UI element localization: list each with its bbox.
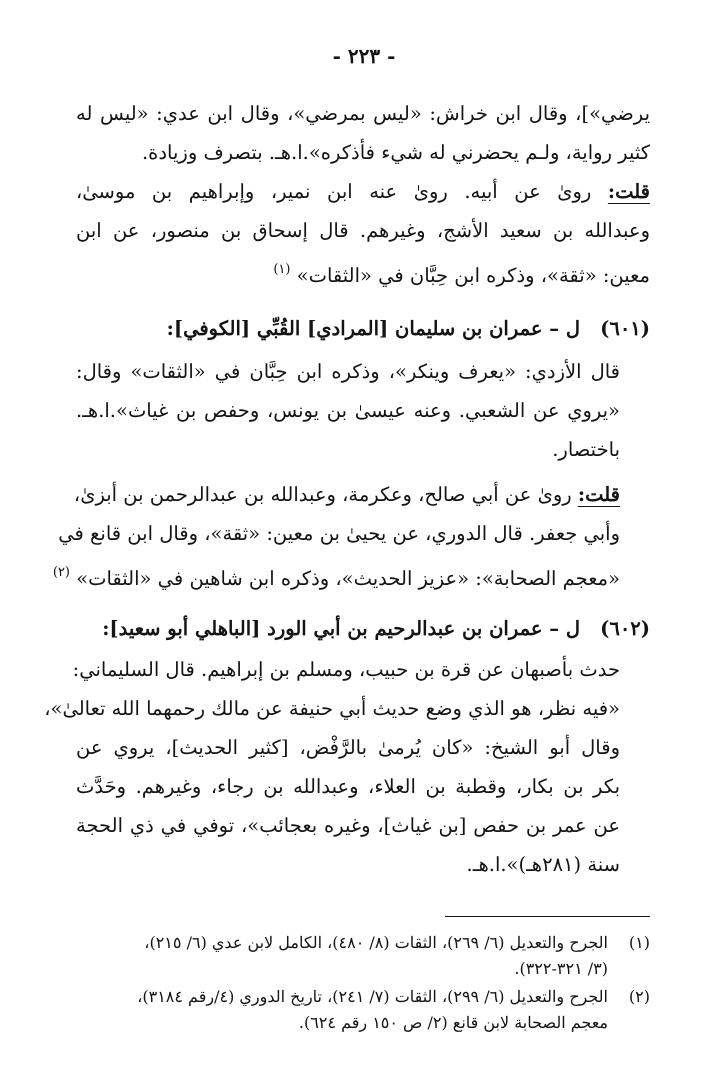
footnote bbox=[76, 930, 650, 956]
entry-heading bbox=[76, 612, 650, 646]
footnote-number: (١) bbox=[628, 933, 650, 952]
entry-title: ل – عمران بن عبدالرحيم بن أبي الورد [الباهلي أبو سعيد]: bbox=[102, 617, 580, 640]
text-line: عن عمر بن حفص [بن غياث]، وغيره بعجائب»، توفي في ذي الحجة bbox=[76, 814, 620, 837]
text-line: باختصار. bbox=[552, 438, 620, 461]
text-line: حدث بأصبهان عن قرة بن حبيب، ومسلم بن إبراهيم. قال السليماني: bbox=[72, 658, 620, 681]
footnote-text: الجرح والتعديل (٦/ ٢٦٩)، الثقات (٨/ ٤٨٠)، الكامل لابن عدي (٦/ ٢١٥)، bbox=[144, 933, 608, 952]
footnote-text: (٣/ ٣٢١-٣٢٢). bbox=[514, 959, 608, 978]
entry-number: (٦٠٢) bbox=[600, 617, 650, 640]
text-line: «فيه نظر، هو الذي وضع حديث أبي حنيفة عن مالك رحمهما الله تعالىٰ»، bbox=[44, 697, 620, 720]
text-line bbox=[52, 556, 620, 596]
footnote bbox=[76, 984, 650, 1010]
entry-number: (٦٠١) bbox=[600, 317, 650, 340]
text-line: «يروي عن الشعبي. وعنه عيسىٰ بن يونس، وحفص بن غياث».ا.هـ. bbox=[76, 399, 620, 422]
footnote-ref: (١) bbox=[273, 262, 291, 277]
text-span: روىٰ عن أبي صالح، وعكرمة، وعبدالله بن عبدالرحمن بن أبزىٰ، bbox=[73, 483, 578, 506]
footnote-text: الجرح والتعديل (٦/ ٢٩٩)، الثقات (٧/ ٢٤١)، تاريخ الدوري (٤/رقم ٣١٨٤)، bbox=[137, 987, 608, 1006]
footnote-separator bbox=[445, 916, 650, 917]
footnote-text: معجم الصحابة لابن قانع (٢/ ص ١٥٠ رقم ٦٢٤). bbox=[298, 1013, 608, 1032]
text-line: وقال أبو الشيخ: «كان يُرمىٰ بالرَّفْض، [كثير الحديث]، يروي عن bbox=[76, 736, 620, 759]
page-number: - ٢٢٣ - bbox=[332, 44, 396, 68]
entry-heading bbox=[76, 312, 650, 346]
entry-title: ل – عمران بن سليمان [المرادي] القُبِّي [الكوفي]: bbox=[166, 317, 580, 340]
text-span: روىٰ عن أبيه. روىٰ عنه ابن نمير، وإبراهيم بن موسىٰ، bbox=[76, 180, 608, 203]
text-span: معين: «ثقة»، وذكره ابن حِبَّان في «الثقات» bbox=[296, 264, 650, 287]
text-line bbox=[76, 253, 650, 293]
text-line: سنة (٢٨١هـ)».ا.هـ. bbox=[466, 853, 620, 876]
text-line: كثير رواية، ولـم يحضرني له شيء فأذكره».ا.هـ. بتصرف وزيادة. bbox=[141, 141, 650, 164]
text-line bbox=[73, 478, 620, 512]
qult-label: قلت: bbox=[577, 483, 620, 506]
text-line bbox=[76, 175, 650, 209]
text-span: «معجم الصحابة»: «عزيز الحديث»، وذكره ابن شاهين في «الثقات» bbox=[76, 567, 620, 590]
text-line: قال الأزدي: «يعرف وينكر»، وذكره ابن حِبَّان في «الثقات» وقال: bbox=[76, 360, 620, 383]
text-line: يرضي»]، وقال ابن خراش: «ليس بمرضي»، وقال ابن عدي: «ليس له bbox=[76, 102, 650, 125]
text-line: بكر بن بكار، وقطبة بن العلاء، وعبدالله بن رجاء، وغيرهم. وحَدَّث bbox=[76, 775, 620, 798]
text-line: وأبي جعفر. قال الدوري، عن يحيىٰ بن معين: «ثقة»، وقال ابن قانع في bbox=[58, 522, 620, 545]
qult-label: قلت: bbox=[607, 180, 650, 203]
footnote-number: (٢) bbox=[628, 987, 650, 1006]
text-line: وعبدالله بن سعيد الأشج، وغيرهم. قال إسحاق بن منصور، عن ابن bbox=[76, 219, 650, 242]
footnote-ref: (٢) bbox=[52, 565, 70, 580]
